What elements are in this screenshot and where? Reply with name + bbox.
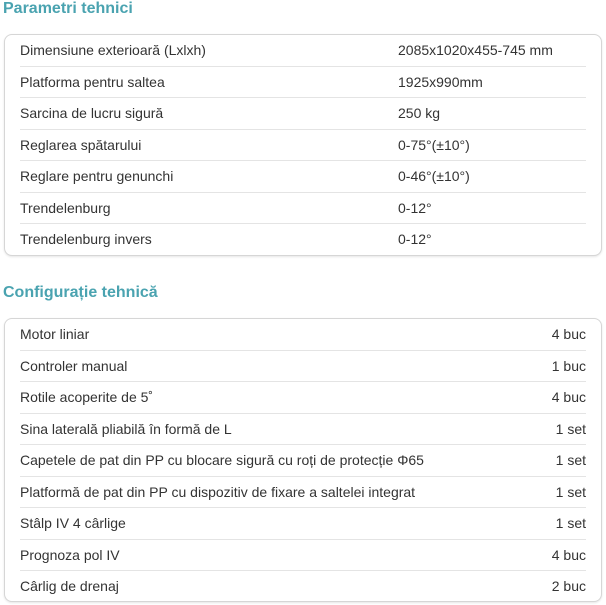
row-label: Trendelenburg bbox=[20, 199, 111, 216]
table-row bbox=[20, 193, 586, 225]
table-row bbox=[20, 319, 586, 351]
row-value: 0-46°(±10°) bbox=[398, 168, 470, 184]
row-label: Platformă de pat din PP cu dispozitiv de fixare a saltelei integrat bbox=[20, 483, 416, 500]
table-row bbox=[20, 98, 586, 130]
row-label: Reglarea spătarului bbox=[20, 136, 142, 153]
table-row bbox=[20, 351, 586, 383]
table-row bbox=[20, 224, 586, 256]
table-row bbox=[20, 508, 586, 540]
row-label: Platforma pentru saltea bbox=[20, 73, 165, 90]
table-row bbox=[20, 477, 586, 509]
row-label: Trendelenburg invers bbox=[20, 231, 152, 247]
row-value: 0-75°(±10°) bbox=[398, 136, 470, 153]
row-label: Rotile acoperite de 5˚ bbox=[20, 389, 154, 405]
row-value: 4 buc bbox=[551, 326, 586, 342]
row-value: 1 set bbox=[555, 483, 586, 500]
row-value: 1 buc bbox=[551, 357, 586, 374]
row-value: 4 buc bbox=[551, 546, 586, 563]
row-value: 0-12° bbox=[398, 231, 432, 247]
row-value: 1 set bbox=[555, 452, 586, 468]
table-row bbox=[20, 571, 586, 603]
row-value: 4 buc bbox=[551, 389, 586, 405]
row-label: Stâlp IV 4 cârlige bbox=[20, 515, 126, 531]
row-label: Controler manual bbox=[20, 357, 128, 374]
table-row bbox=[20, 414, 586, 446]
table-row bbox=[20, 130, 586, 162]
row-label: Prognoza pol IV bbox=[20, 546, 120, 563]
technical-configuration-table bbox=[4, 318, 602, 602]
row-label: Cârlig de drenaj bbox=[20, 578, 119, 594]
table-row bbox=[20, 445, 586, 477]
row-value: 1925x990mm bbox=[398, 73, 483, 90]
table-row bbox=[20, 161, 586, 193]
row-value: 250 kg bbox=[398, 105, 441, 121]
row-label: Dimensiune exterioară (Lxlxh) bbox=[20, 42, 206, 58]
technical-parameters-table bbox=[4, 34, 602, 256]
row-label: Sina laterală pliabilă în formă de L bbox=[20, 420, 232, 437]
row-value: 0-12° bbox=[398, 199, 432, 216]
table-row bbox=[20, 67, 586, 99]
technical-parameters-title: Parametri tehnici bbox=[3, 0, 133, 17]
row-label: Sarcina de lucru sigură bbox=[20, 105, 164, 121]
table-row bbox=[20, 35, 586, 67]
row-value: 2085x1020x455-745 mm bbox=[398, 42, 553, 58]
table-row bbox=[20, 382, 586, 414]
row-label: Capetele de pat din PP cu blocare sigură cu roți de protecție Φ65 bbox=[20, 452, 424, 468]
row-value: 1 set bbox=[555, 420, 586, 437]
row-label: Reglare pentru genunchi bbox=[20, 168, 174, 184]
row-label: Motor liniar bbox=[20, 326, 90, 342]
row-value: 1 set bbox=[555, 515, 586, 531]
technical-parameters-rows bbox=[20, 35, 586, 256]
row-value: 2 buc bbox=[551, 578, 586, 594]
table-row bbox=[20, 540, 586, 572]
technical-configuration-rows bbox=[20, 319, 586, 603]
technical-configuration-title: Configurație tehnică bbox=[3, 284, 158, 301]
